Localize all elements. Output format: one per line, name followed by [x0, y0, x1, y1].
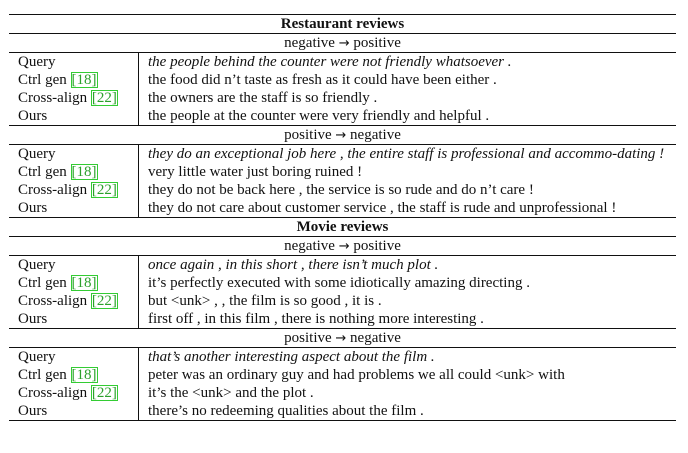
table-row: [9, 181, 676, 199]
table-row: [9, 366, 676, 384]
method-name: Ctrl gen: [18, 164, 71, 180]
method-name: Query: [18, 349, 56, 365]
table-row: [9, 348, 676, 366]
method-name: Query: [18, 54, 56, 70]
table-row: [9, 402, 676, 420]
method-label: [9, 402, 139, 420]
citation-link[interactable]: [22]: [91, 293, 117, 309]
method-name: Cross-align: [18, 385, 91, 401]
method-name: Ctrl gen: [18, 367, 71, 383]
results-table: [9, 14, 676, 421]
direction-title: [9, 237, 676, 256]
output-text: first off , in this film , there is nothing more interesting .: [148, 311, 484, 327]
method-name: Ctrl gen: [18, 275, 71, 291]
table-row: [9, 107, 676, 125]
method-label: [9, 348, 139, 366]
method-label: [9, 310, 139, 328]
table-row: [9, 163, 676, 181]
output-text: the people at the counter were very friendly and helpful .: [148, 108, 490, 124]
table-row: [9, 145, 676, 163]
citation-link[interactable]: [22]: [91, 90, 117, 106]
method-label: [9, 145, 139, 163]
method-label: [9, 53, 139, 71]
direction-from: positive: [284, 330, 332, 346]
direction-title: [9, 34, 676, 53]
output-text: the owners are the staff is so friendly .: [148, 90, 378, 106]
direction-from: positive: [284, 127, 332, 143]
table-row: [9, 199, 676, 217]
arrow-right-icon: →: [338, 36, 350, 51]
direction-from: negative: [284, 238, 335, 254]
citation-link[interactable]: [22]: [91, 182, 117, 198]
result-group: [9, 145, 676, 218]
citation-link[interactable]: [18]: [71, 164, 97, 180]
direction-to: positive: [353, 238, 401, 254]
method-label: [9, 181, 139, 199]
output-text: it’s the <unk> and the plot .: [148, 385, 314, 401]
direction-from: negative: [284, 35, 335, 51]
citation-link[interactable]: [18]: [71, 367, 97, 383]
table-row: [9, 53, 676, 71]
method-label: [9, 199, 139, 217]
output-text: there’s no redeeming qualities about the film .: [148, 403, 424, 419]
table-row: [9, 310, 676, 328]
table-row: [9, 256, 676, 274]
method-name: Cross-align: [18, 90, 91, 106]
citation-link[interactable]: [18]: [71, 275, 97, 291]
method-label: [9, 89, 139, 107]
method-label: [9, 71, 139, 89]
arrow-right-icon: →: [335, 128, 347, 143]
direction-title: [9, 126, 676, 145]
output-text: very little water just boring ruined !: [148, 164, 363, 180]
output-text: it’s perfectly executed with some idiotically amazing directing .: [148, 275, 530, 291]
table-row: [9, 292, 676, 310]
citation-link[interactable]: [18]: [71, 72, 97, 88]
direction-to: positive: [353, 35, 401, 51]
direction-to: negative: [350, 127, 401, 143]
direction-to: negative: [350, 330, 401, 346]
query-text: they do an exceptional job here , the entire staff is professional and accommo-dating !: [148, 146, 665, 162]
method-name: Ours: [18, 311, 48, 327]
method-name: Cross-align: [18, 293, 91, 309]
method-label: [9, 163, 139, 181]
query-text: once again , in this short , there isn’t much plot .: [148, 257, 439, 273]
table-row: [9, 71, 676, 89]
method-label: [9, 292, 139, 310]
method-name: Ours: [18, 108, 48, 124]
table-row: [9, 89, 676, 107]
method-label: [9, 384, 139, 402]
output-text: the food did n’t taste as fresh as it could have been either .: [148, 72, 497, 88]
table-row: [9, 274, 676, 292]
method-label: [9, 107, 139, 125]
method-label: [9, 366, 139, 384]
table-row: [9, 384, 676, 402]
query-text: the people behind the counter were not friendly whatsoever .: [148, 54, 512, 70]
method-name: Ours: [18, 403, 48, 419]
citation-link[interactable]: [22]: [91, 385, 117, 401]
arrow-right-icon: →: [338, 239, 350, 254]
method-name: Cross-align: [18, 182, 91, 198]
output-text: peter was an ordinary guy and had problems we all could <unk> with: [148, 367, 565, 383]
method-name: Query: [18, 146, 56, 162]
section-title-movie: Movie reviews: [9, 218, 676, 237]
query-text: that’s another interesting aspect about the film .: [148, 349, 435, 365]
result-group: [9, 256, 676, 329]
method-name: Ours: [18, 200, 48, 216]
output-text: they do not be back here , the service is so rude and do n’t care !: [148, 182, 534, 198]
direction-title: [9, 329, 676, 348]
method-name: Query: [18, 257, 56, 273]
method-label: [9, 256, 139, 274]
method-label: [9, 274, 139, 292]
output-text: they do not care about customer service , the staff is rude and unprofessional !: [148, 200, 617, 216]
arrow-right-icon: →: [335, 331, 347, 346]
method-name: Ctrl gen: [18, 72, 71, 88]
output-text: but <unk> , , the film is so good , it is .: [148, 293, 382, 309]
result-group: [9, 53, 676, 126]
result-group: [9, 348, 676, 420]
section-title-restaurant: Restaurant reviews: [9, 15, 676, 34]
